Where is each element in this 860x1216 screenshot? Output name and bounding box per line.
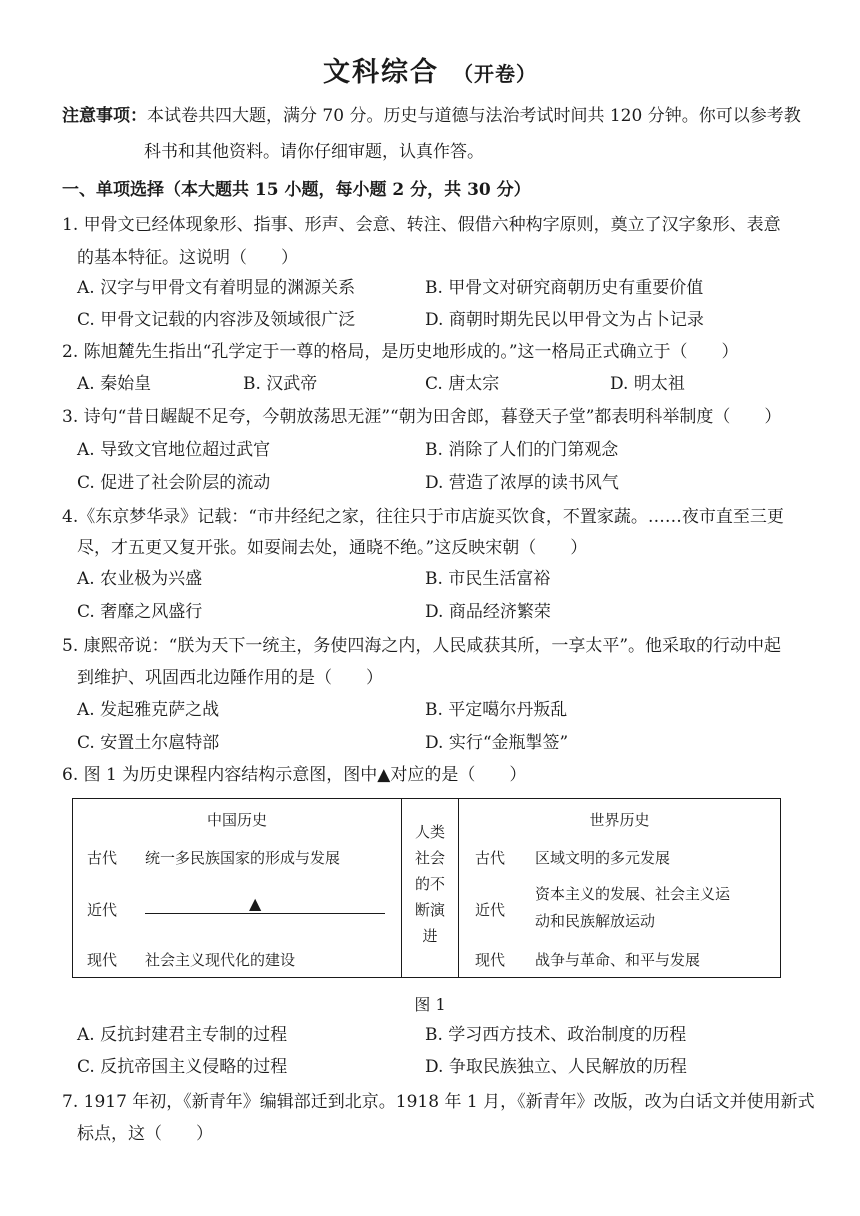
q7-stem-2: 标点，这（ ） — [77, 1124, 213, 1144]
q4-option-b[interactable]: B. 市民生活富裕 — [425, 569, 551, 589]
china-contemporary-era: 现代 — [87, 951, 118, 969]
q5-stem-2: 到维护、巩固西北边陲作用的是（ ） — [77, 668, 383, 688]
q5-option-b[interactable]: B. 平定噶尔丹叛乱 — [425, 700, 568, 720]
q3-stem: 3. 诗句“昔日龌龊不足夸，今朝放荡思无涯”“朝为田舍郎，暮登天子堂”都表明科举制度（ ） — [62, 407, 782, 427]
q3-option-a[interactable]: A. 导致文官地位超过武官 — [77, 440, 271, 460]
q1-option-d[interactable]: D. 商朝时期先民以甲骨文为占卜记录 — [425, 310, 704, 330]
notice-label: 注意事项： — [62, 106, 147, 126]
china-modern-era: 近代 — [87, 901, 118, 919]
q2-stem: 2. 陈旭麓先生指出“孔学定于一尊的格局，是历史地形成的。”这一格局正式确立于（ ） — [62, 342, 739, 362]
section-heading: 一、单项选择（本大题共 15 小题，每小题 2 分，共 30 分） — [62, 180, 531, 200]
blank-line — [145, 913, 385, 914]
title-text: 文科综合 — [323, 57, 439, 88]
china-contemporary-text: 社会主义现代化的建设 — [145, 951, 296, 969]
world-modern-text-1: 资本主义的发展、社会主义运 — [535, 885, 731, 903]
q6-option-c[interactable]: C. 反抗帝国主义侵略的过程 — [77, 1057, 288, 1077]
notice-line-2: 科书和其他资料。请你仔细审题，认真作答。 — [144, 142, 484, 162]
china-history-cell — [73, 799, 402, 978]
q1-option-c[interactable]: C. 甲骨文记载的内容涉及领域很广泛 — [77, 310, 356, 330]
q4-stem-2: 尽，才五更又复开张。如耍闹去处，通晓不绝。”这反映宋朝（ ） — [77, 538, 588, 558]
middle-line-5: 进 — [422, 927, 438, 945]
q6-option-b[interactable]: B. 学习西方技术、政治制度的历程 — [425, 1025, 687, 1045]
q6-option-d[interactable]: D. 争取民族独立、人民解放的历程 — [425, 1057, 687, 1077]
china-ancient-text: 统一多民族国家的形成与发展 — [145, 849, 341, 867]
world-modern-text-2: 动和民族解放运动 — [535, 912, 656, 930]
china-history-heading: 中国历史 — [206, 811, 267, 829]
q2-option-a[interactable]: A. 秦始皇 — [77, 374, 152, 394]
china-ancient-era: 古代 — [87, 849, 118, 867]
q5-option-d[interactable]: D. 实行“金瓶掣签” — [425, 733, 569, 753]
q4-option-c[interactable]: C. 奢靡之风盛行 — [77, 602, 203, 622]
q4-option-a[interactable]: A. 农业极为兴盛 — [77, 569, 203, 589]
notice-line-1 — [62, 104, 801, 128]
world-contemporary-text: 战争与革命、和平与发展 — [535, 951, 701, 969]
middle-line-1: 人类 — [414, 823, 445, 841]
world-history-heading: 世界历史 — [589, 811, 650, 829]
q1-option-a[interactable]: A. 汉字与甲骨文有着明显的渊源关系 — [77, 278, 356, 298]
world-modern-era: 近代 — [475, 901, 506, 919]
q6-option-a[interactable]: A. 反抗封建君主专制的过程 — [77, 1025, 288, 1045]
figure-caption: 图 1 — [414, 995, 446, 1014]
middle-line-4: 断演 — [414, 901, 445, 919]
triangle-marker-icon: ▲ — [249, 894, 262, 913]
world-ancient-text: 区域文明的多元发展 — [535, 849, 671, 867]
q5-option-a[interactable]: A. 发起雅克萨之战 — [77, 700, 220, 720]
q3-option-c[interactable]: C. 促进了社会阶层的流动 — [77, 473, 271, 493]
q6-stem: 6. 图 1 为历史课程内容结构示意图，图中▲对应的是（ ） — [62, 765, 527, 785]
middle-line-2: 社会 — [414, 849, 445, 867]
q3-option-d[interactable]: D. 营造了浓厚的读书风气 — [425, 473, 619, 493]
q7-stem-1: 7. 1917 年初，《新青年》编辑部迁到北京。1918 年 1 月，《新青年》改版，改为白话文并使用新式 — [62, 1092, 815, 1112]
q1-option-b[interactable]: B. 甲骨文对研究商朝历史有重要价值 — [425, 278, 704, 298]
q5-stem-1: 5. 康熙帝说：“朕为天下一统主，务使四海之内，人民咸获其所，一享太平”。他采取的行动中起 — [62, 636, 782, 656]
human-society-cell — [402, 799, 459, 978]
q4-option-d[interactable]: D. 商品经济繁荣 — [425, 602, 551, 622]
page-title — [0, 50, 860, 89]
q5-option-c[interactable]: C. 安置土尔扈特部 — [77, 733, 220, 753]
q4-stem-1: 4.《东京梦华录》记载：“市井经纪之家，往往只于市店旋买饮食，不置家蔬。……夜市直至三更 — [62, 507, 784, 527]
middle-line-3: 的不 — [414, 875, 445, 893]
world-history-cell — [459, 799, 781, 978]
notice-text-1: 本试卷共四大题，满分 70 分。历史与道德与法治考试时间共 120 分钟。你可以参考教 — [147, 106, 801, 126]
world-contemporary-era: 现代 — [475, 951, 506, 969]
q2-option-b[interactable]: B. 汉武帝 — [243, 374, 318, 394]
q2-option-c[interactable]: C. 唐太宗 — [425, 374, 500, 394]
world-ancient-era: 古代 — [475, 849, 506, 867]
q3-option-b[interactable]: B. 消除了人们的门第观念 — [425, 440, 619, 460]
q1-stem-1: 1. 甲骨文已经体现象形、指事、形声、会意、转注、假借六种构字原则，奠立了汉字象形、表意 — [62, 215, 781, 235]
title-subtitle: （开卷） — [453, 62, 537, 86]
q2-option-d[interactable]: D. 明太祖 — [610, 374, 685, 394]
q1-stem-2: 的基本特征。这说明（ ） — [77, 248, 298, 268]
figure-1-table — [72, 798, 781, 978]
